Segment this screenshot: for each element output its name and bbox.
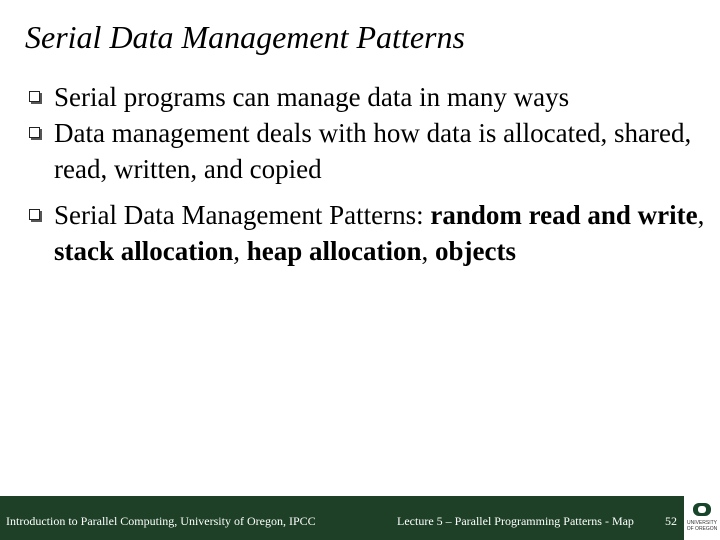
- bullet-item: [0, 197, 720, 269]
- separator: ,: [697, 200, 705, 230]
- university-logo: [684, 496, 720, 540]
- logo-line-2: OF OREGON: [686, 526, 718, 532]
- checkbox-bullet-icon: [29, 91, 40, 102]
- pattern-random-read-write: random read and write: [430, 200, 698, 230]
- pattern-stack-allocation: stack allocation: [54, 236, 234, 266]
- checkbox-bullet-icon: [29, 127, 40, 138]
- bullet-list: [0, 79, 720, 279]
- slide-title: Serial Data Management Patterns: [25, 19, 465, 55]
- footer-course-label: Introduction to Parallel Computing, University of Oregon, IPCC: [6, 514, 316, 528]
- footer-bar: [0, 496, 684, 540]
- bullet-item: [0, 79, 720, 115]
- bullet-text: Data management deals with how data is allocated, shared, read, written, and copied: [54, 118, 692, 184]
- separator: ,: [421, 236, 436, 266]
- checkbox-bullet-icon: [29, 209, 40, 220]
- bullet-item: [0, 115, 720, 187]
- pattern-objects: objects: [435, 236, 516, 266]
- logo-line-1: UNIVERSITY: [686, 520, 717, 526]
- bullet-text: Serial programs can manage data in many ways: [54, 82, 570, 112]
- pattern-heap-allocation: heap allocation: [246, 236, 422, 266]
- logo-text: [684, 520, 720, 532]
- o-logo-icon: [693, 503, 711, 516]
- footer-lecture-label: Lecture 5 – Parallel Programming Patterns - Map: [397, 514, 634, 528]
- bullet-text: Serial Data Management Patterns:: [54, 200, 431, 230]
- separator: ,: [233, 236, 247, 266]
- page-number: 52: [665, 514, 677, 528]
